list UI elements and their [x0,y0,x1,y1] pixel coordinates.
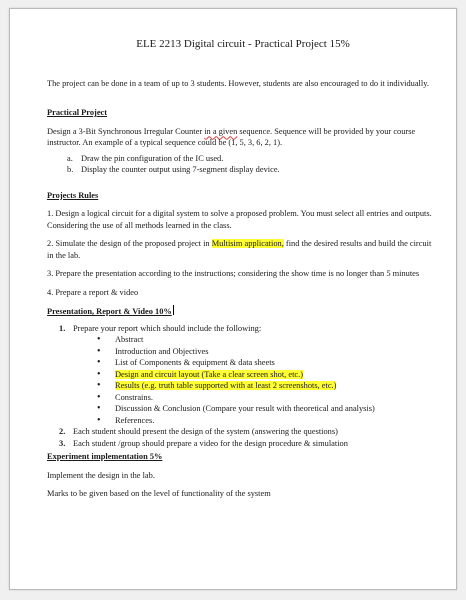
practical-text-part-b: sequence. Sequence will be provided by your course instructor. An example of a typical sequence could be (1, 5, 3, 6, 2, 1). [47,126,416,147]
list-item [59,438,439,450]
list-item-text: List of Components & equipment & data sheets [115,358,275,367]
list-item-text: Introduction and Objectives [115,346,209,356]
rule-2-part-a: 2. Simulate the design of the proposed project in [47,239,212,248]
list-marker: b. [67,165,74,174]
implementation-line-1: Implement the design in the lab. [47,470,155,480]
practical-project-text [47,126,439,149]
list-marker: 1. [59,323,66,333]
list-item [67,153,439,165]
rule-4: 4. Prepare a report & video [47,287,139,297]
projects-rules-heading: Projects Rules [47,190,99,200]
rule-1: 1. Design a logical circuit for a digital system to solve a proposed problem. You must select all entries and outputs. Considering the use of all methods learned in the class. [47,209,432,230]
rule-3: 3. Prepare the presentation according to the instructions; considering the show time is no longer than 5 minutes [47,269,420,278]
highlighted-text: Multisim application, [211,239,284,248]
list-marker: 2. [59,427,66,436]
list-item-text: Constrains. [115,392,153,402]
presentation-heading-text: Presentation, Report & Video 10% [47,307,172,316]
document-title: ELE 2213 Digital circuit - Practical Project 15% [136,38,350,50]
practical-task-list [47,153,439,176]
list-item [109,380,439,392]
list-item [109,415,439,427]
list-item [59,426,439,438]
list-item [59,323,439,427]
list-item [109,403,439,415]
presentation-list [47,323,439,450]
practical-project-heading: Practical Project [47,108,108,117]
list-item-text: Each student /group should prepare a video for the design procedure & simulation [73,438,348,448]
list-item-text: Abstract [115,335,144,344]
list-item [109,346,439,358]
list-marker: 3. [59,438,66,448]
report-contents-list [73,334,439,426]
implementation-line-2: Marks to be given based on the level of functionality of the system [47,489,271,498]
list-item [109,357,439,369]
intro-paragraph: The project can be done in a team of up to 3 students. However, students are also encouraged to do it individually. [47,78,429,88]
list-item-text: Draw the pin configuration of the IC used. [81,153,224,163]
text-cursor [173,305,174,315]
list-item-text: Each student should present the design of the system (answering the questions) [73,427,338,436]
list-item [109,392,439,404]
list-item-text: References. [115,415,155,425]
list-item [109,369,439,381]
document-page [9,8,457,590]
list-item-text: Display the counter output using 7-segment display device. [81,165,280,174]
list-item-text: Prepare your report which should include the following: [73,323,262,333]
rule-2 [47,238,439,261]
presentation-heading [47,305,439,318]
highlighted-text: Design and circuit layout (Take a clear screen shot, etc.) [115,369,303,379]
rule-2-part-b: find the desired results and build the circuit in the lab. [47,239,432,260]
highlighted-text: Results (e.g. truth table supported with at least 2 screenshots, etc.) [115,381,337,390]
list-item [67,164,439,176]
list-item-text: Discussion & Conclusion (Compare your result with theoretical and analysis) [115,404,375,413]
document-content [47,39,439,500]
experiment-implementation-heading: Experiment implementation 5% [47,452,163,461]
list-item [109,334,439,346]
list-marker: a. [67,153,73,163]
grammar-flagged-text: in a given [204,126,238,136]
practical-text-part-a: Design a 3-Bit Synchronous Irregular Counter [47,126,205,136]
